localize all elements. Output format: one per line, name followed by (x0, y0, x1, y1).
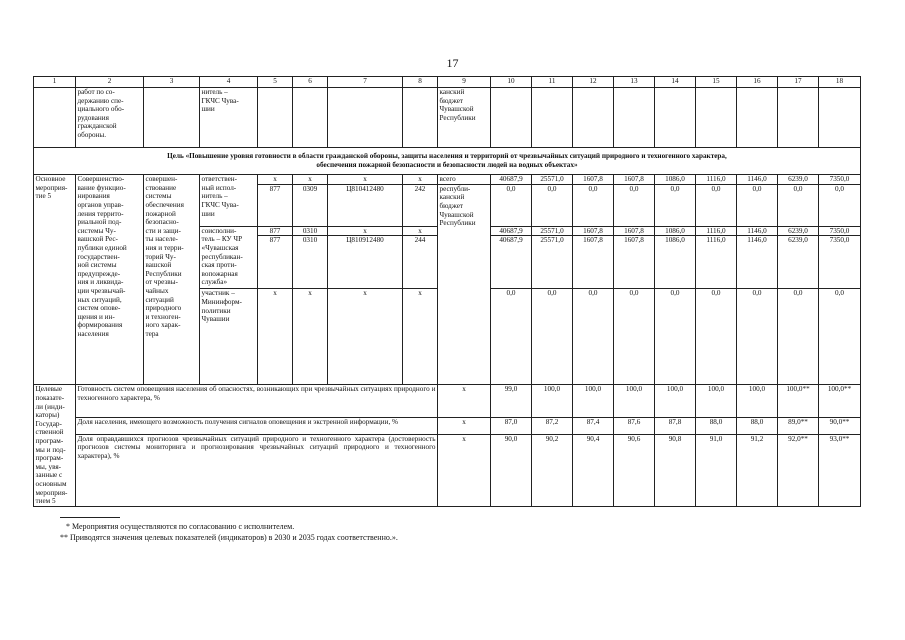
value-cell: 0,0 (696, 289, 737, 385)
page-number: 17 (446, 56, 459, 70)
indicator-text: Доля оправдавшихся прогнозов чрезвычайных ситуаций природного и техногенного характера (достоверность прогнозов системы мониторинга и прогнозирования чрезвычайных ситуаций природного и техногенного характера), % (76, 434, 438, 506)
value-cell: 91,2 (737, 434, 778, 506)
indicators-label: Целевые показате- ли (инди- каторы) Государ- ственной програм- мы и под- програм- мы, увя- занные с основным мероприя- тием 5 (34, 385, 76, 506)
value-cell: 7350,0 (819, 175, 861, 185)
value-cell: 0,0 (655, 184, 696, 226)
value-cell: 0,0 (573, 289, 614, 385)
indicator-mark: x (438, 385, 491, 417)
footnote-1: * Мероприятия осуществляются по согласованию с исполнителем. (66, 522, 295, 531)
indicator-mark: x (438, 417, 491, 434)
target-article: Ц810912480 (328, 236, 403, 289)
col-number: 15 (696, 77, 737, 88)
main-activity-result: совершен- ствование системы обеспечения пожарной безопасно- сти и защи- ты населе- ния и терри- торий Чу- вашской Республики от чрезвы- чайных ситуаций природного и техноген- ного харак- тера (144, 175, 200, 385)
program-table (33, 76, 861, 507)
value-cell: 1607,8 (614, 236, 655, 289)
value-cell: 1607,8 (573, 226, 614, 236)
value-cell: 1146,0 (737, 226, 778, 236)
value-cell: 0,0 (573, 184, 614, 226)
value-cell: 90,2 (532, 434, 573, 506)
value-cell: 90,0 (491, 434, 532, 506)
goal-heading: Цель «Повышение уровня готовности в области гражданской обороны, защиты населения и территорий от чрезвычайных ситуаций природного и техногенного характера, обеспечения пожарной безопасности и безопасности людей на водных объектах» (34, 148, 861, 175)
col-number: 8 (403, 77, 438, 88)
section-code: x (293, 289, 328, 385)
value-cell: 93,0** (819, 434, 861, 506)
value-cell: 0,0 (819, 289, 861, 385)
col-number: 12 (573, 77, 614, 88)
value-cell: 0,0 (696, 184, 737, 226)
value-cell: 100,0 (573, 385, 614, 417)
value-cell: 87,0 (491, 417, 532, 434)
value-cell: 1086,0 (655, 226, 696, 236)
value-cell: 0,0 (532, 184, 573, 226)
value-cell: 0,0 (737, 289, 778, 385)
col-number: 4 (200, 77, 258, 88)
col-number: 2 (76, 77, 144, 88)
value-cell: 87,6 (614, 417, 655, 434)
executor-cell: участник – Мининформ- политики Чувашии (200, 289, 258, 385)
value-cell: 91,0 (696, 434, 737, 506)
value-cell: 40687,9 (491, 175, 532, 185)
value-cell: 0,0 (532, 289, 573, 385)
grbs-code: 877 (258, 226, 293, 236)
grbs-code: x (258, 175, 293, 185)
value-cell: 100,0 (614, 385, 655, 417)
value-cell: 100,0** (778, 385, 819, 417)
col-number: 1 (34, 77, 76, 88)
indicator-text: Доля населения, имеющего возможность получения сигналов оповещения и экстренной информации, % (76, 417, 438, 434)
funding-source: всего (438, 175, 491, 185)
column-number-row (34, 77, 861, 88)
section-code: x (293, 175, 328, 185)
value-cell: 0,0 (614, 289, 655, 385)
value-cell: 87,2 (532, 417, 573, 434)
target-article: Ц810412480 (328, 184, 403, 226)
value-cell: 90,0** (819, 417, 861, 434)
value-cell: 1146,0 (737, 236, 778, 289)
value-cell: 0,0 (778, 184, 819, 226)
value-cell: 1607,8 (573, 175, 614, 185)
value-cell: 0,0 (819, 184, 861, 226)
continued-activity: работ по со- держанию спе- циального обо- рудования гражданской обороны. (76, 88, 144, 148)
value-cell: 1607,8 (573, 236, 614, 289)
footnotes (60, 517, 398, 543)
funding-source: республи- канский бюджет Чувашской Республики (438, 184, 491, 385)
main-activity-label: Основное мероприя- тие 5 (34, 175, 76, 385)
value-cell: 40687,9 (491, 236, 532, 289)
col-number: 7 (328, 77, 403, 88)
indicator-mark: x (438, 434, 491, 506)
grbs-code: x (258, 289, 293, 385)
value-cell: 40687,9 (491, 226, 532, 236)
value-cell: 1116,0 (696, 175, 737, 185)
expense-type: 244 (403, 236, 438, 289)
expense-type: 242 (403, 184, 438, 226)
col-number: 5 (258, 77, 293, 88)
col-number: 6 (293, 77, 328, 88)
value-cell: 6239,0 (778, 226, 819, 236)
goal-row (34, 148, 861, 175)
value-cell: 1086,0 (655, 175, 696, 185)
executor-cell: ответствен- ный испол- нитель – ГКЧС Чува- шии (200, 175, 258, 227)
expense-type: x (403, 289, 438, 385)
value-cell: 6239,0 (778, 236, 819, 289)
indicator-row (34, 385, 861, 417)
continued-source: канский бюджет Чувашской Республики (438, 88, 491, 148)
value-cell: 89,0** (778, 417, 819, 434)
executor-cell: соисполни- тель – КУ ЧР «Чувашская республикан- ская проти- вопожарная служба» (200, 226, 258, 289)
footnote-2: ** Приводятся значения целевых показателей (индикаторов) в 2030 и 2035 годах соответственно.». (60, 533, 398, 542)
continued-executor: нитель – ГКЧС Чува- шии (200, 88, 258, 148)
value-cell: 87,4 (573, 417, 614, 434)
indicator-row (34, 417, 861, 434)
section-code: 0309 (293, 184, 328, 226)
value-cell: 1607,8 (614, 175, 655, 185)
footnote-rule (60, 517, 120, 518)
value-cell: 88,0 (737, 417, 778, 434)
value-cell: 1116,0 (696, 236, 737, 289)
indicator-text: Готовность систем оповещения населения об опасностях, возникающих при чрезвычайных ситуациях природного и техногенного характера, % (76, 385, 438, 417)
continued-row (34, 88, 861, 148)
col-number: 13 (614, 77, 655, 88)
value-cell: 87,8 (655, 417, 696, 434)
col-number: 14 (655, 77, 696, 88)
col-number: 9 (438, 77, 491, 88)
value-cell: 25571,0 (532, 236, 573, 289)
value-cell: 25571,0 (532, 175, 573, 185)
value-cell: 1086,0 (655, 236, 696, 289)
col-number: 3 (144, 77, 200, 88)
section-code: 0310 (293, 226, 328, 236)
value-cell: 1607,8 (614, 226, 655, 236)
value-cell: 7350,0 (819, 226, 861, 236)
value-cell: 99,0 (491, 385, 532, 417)
col-number: 17 (778, 77, 819, 88)
value-cell: 90,8 (655, 434, 696, 506)
value-cell: 100,0** (819, 385, 861, 417)
col-number: 18 (819, 77, 861, 88)
col-number: 10 (491, 77, 532, 88)
value-cell: 1116,0 (696, 226, 737, 236)
value-cell: 100,0 (737, 385, 778, 417)
value-cell: 0,0 (491, 184, 532, 226)
value-cell: 100,0 (696, 385, 737, 417)
main-activity-name: Совершенство- вание функцио- нирования органов управ- ления террито- риальной под- системы Чу- вашской Рес- публики единой государствен- ной системы предупрежде- ния и ликвида- ции чрезвычай- ных ситуаций, систем опове- щения и ин- формирования населения (76, 175, 144, 385)
value-cell: 0,0 (778, 289, 819, 385)
value-cell: 100,0 (655, 385, 696, 417)
value-cell: 25571,0 (532, 226, 573, 236)
value-cell: 7350,0 (819, 236, 861, 289)
indicator-row (34, 434, 861, 506)
value-cell: 0,0 (737, 184, 778, 226)
section-code: 0310 (293, 236, 328, 289)
value-cell: 100,0 (532, 385, 573, 417)
value-cell: 90,4 (573, 434, 614, 506)
col-number: 16 (737, 77, 778, 88)
value-cell: 88,0 (696, 417, 737, 434)
table-row (34, 175, 861, 185)
col-number: 11 (532, 77, 573, 88)
target-article: x (328, 289, 403, 385)
value-cell: 6239,0 (778, 175, 819, 185)
grbs-code: 877 (258, 184, 293, 226)
grbs-code: 877 (258, 236, 293, 289)
target-article: x (328, 175, 403, 185)
value-cell: 0,0 (655, 289, 696, 385)
value-cell: 0,0 (491, 289, 532, 385)
value-cell: 1146,0 (737, 175, 778, 185)
expense-type: x (403, 175, 438, 185)
value-cell: 92,0** (778, 434, 819, 506)
value-cell: 0,0 (614, 184, 655, 226)
expense-type: x (403, 226, 438, 236)
value-cell: 90,6 (614, 434, 655, 506)
target-article: x (328, 226, 403, 236)
